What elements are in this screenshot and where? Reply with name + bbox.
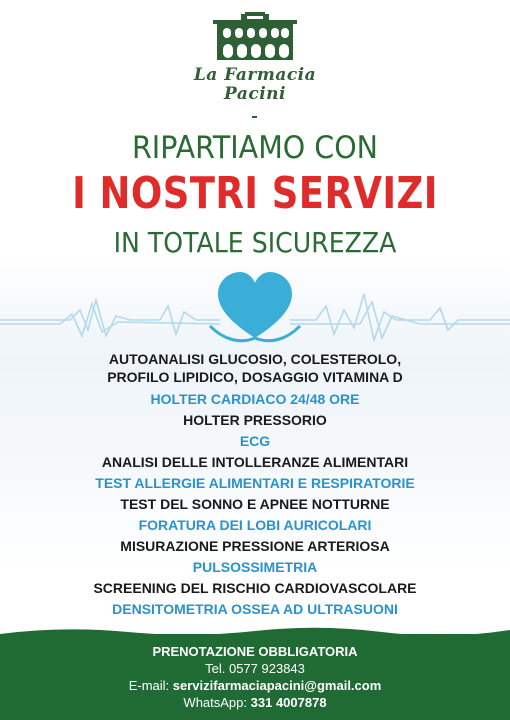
service-item-line: AUTOANALISI GLUCOSIO, COLESTEROLO, (108, 351, 402, 367)
service-item: TEST DEL SONNO E APNEE NOTTURNE (120, 496, 390, 512)
services-list (0, 350, 510, 620)
headline-line1: RIPARTIAMO CON (131, 130, 379, 166)
service-item: HOLTER PRESSORIO (183, 412, 327, 428)
whatsapp-number-link[interactable]: 331 4007878 (250, 695, 327, 710)
service-item: FORATURA DEI LOBI AURICOLARI (138, 517, 372, 533)
logo-divider (252, 116, 257, 118)
contact-footer (0, 634, 510, 720)
email-link[interactable]: servizifarmaciapacini@gmail.com (172, 678, 382, 693)
email-label: E-mail: (128, 678, 170, 693)
service-item: MISURAZIONE PRESSIONE ARTERIOSA (120, 538, 390, 554)
whatsapp-line (0, 694, 510, 711)
headline-line3: IN TOTALE SICUREZZA (113, 226, 397, 259)
building-icon (213, 12, 297, 60)
whatsapp-label: WhatsApp: (183, 695, 248, 710)
footer-wave-edge (0, 624, 510, 636)
service-item: HOLTER CARDIACO 24/48 ORE (150, 391, 360, 407)
service-item (0, 350, 510, 386)
phone-line (0, 660, 510, 677)
service-item-line: PROFILO LIPIDICO, DOSAGGIO VITAMINA D (107, 369, 403, 385)
heartbeat-heart-graphic (0, 250, 510, 360)
service-item: ANALISI DELLE INTOLLERANZE ALIMENTARI (101, 454, 409, 470)
email-line (0, 677, 510, 694)
headline-line2: I NOSTRI SERVIZI (72, 168, 438, 219)
service-item: SCREENING DEL RISCHIO CARDIOVASCOLARE (93, 580, 417, 596)
phone-number-link[interactable]: 0577 923843 (228, 661, 305, 676)
service-item: PULSOSSIMETRIA (192, 559, 318, 575)
logo-name-line1: La Farmacia (193, 65, 317, 85)
phone-label: Tel. (205, 661, 226, 676)
service-item: ECG (239, 433, 271, 449)
heart-icon (218, 272, 292, 338)
service-item: DENSITOMETRIA OSSEA AD ULTRASUONI (112, 601, 398, 617)
pharmacy-logo (185, 12, 325, 122)
booking-required-text: PRENOTAZIONE OBBLIGATORIA (152, 644, 358, 659)
service-item: TEST ALLERGIE ALIMENTARI E RESPIRATORIE (95, 475, 415, 491)
logo-name-line2: Pacini (224, 84, 286, 104)
